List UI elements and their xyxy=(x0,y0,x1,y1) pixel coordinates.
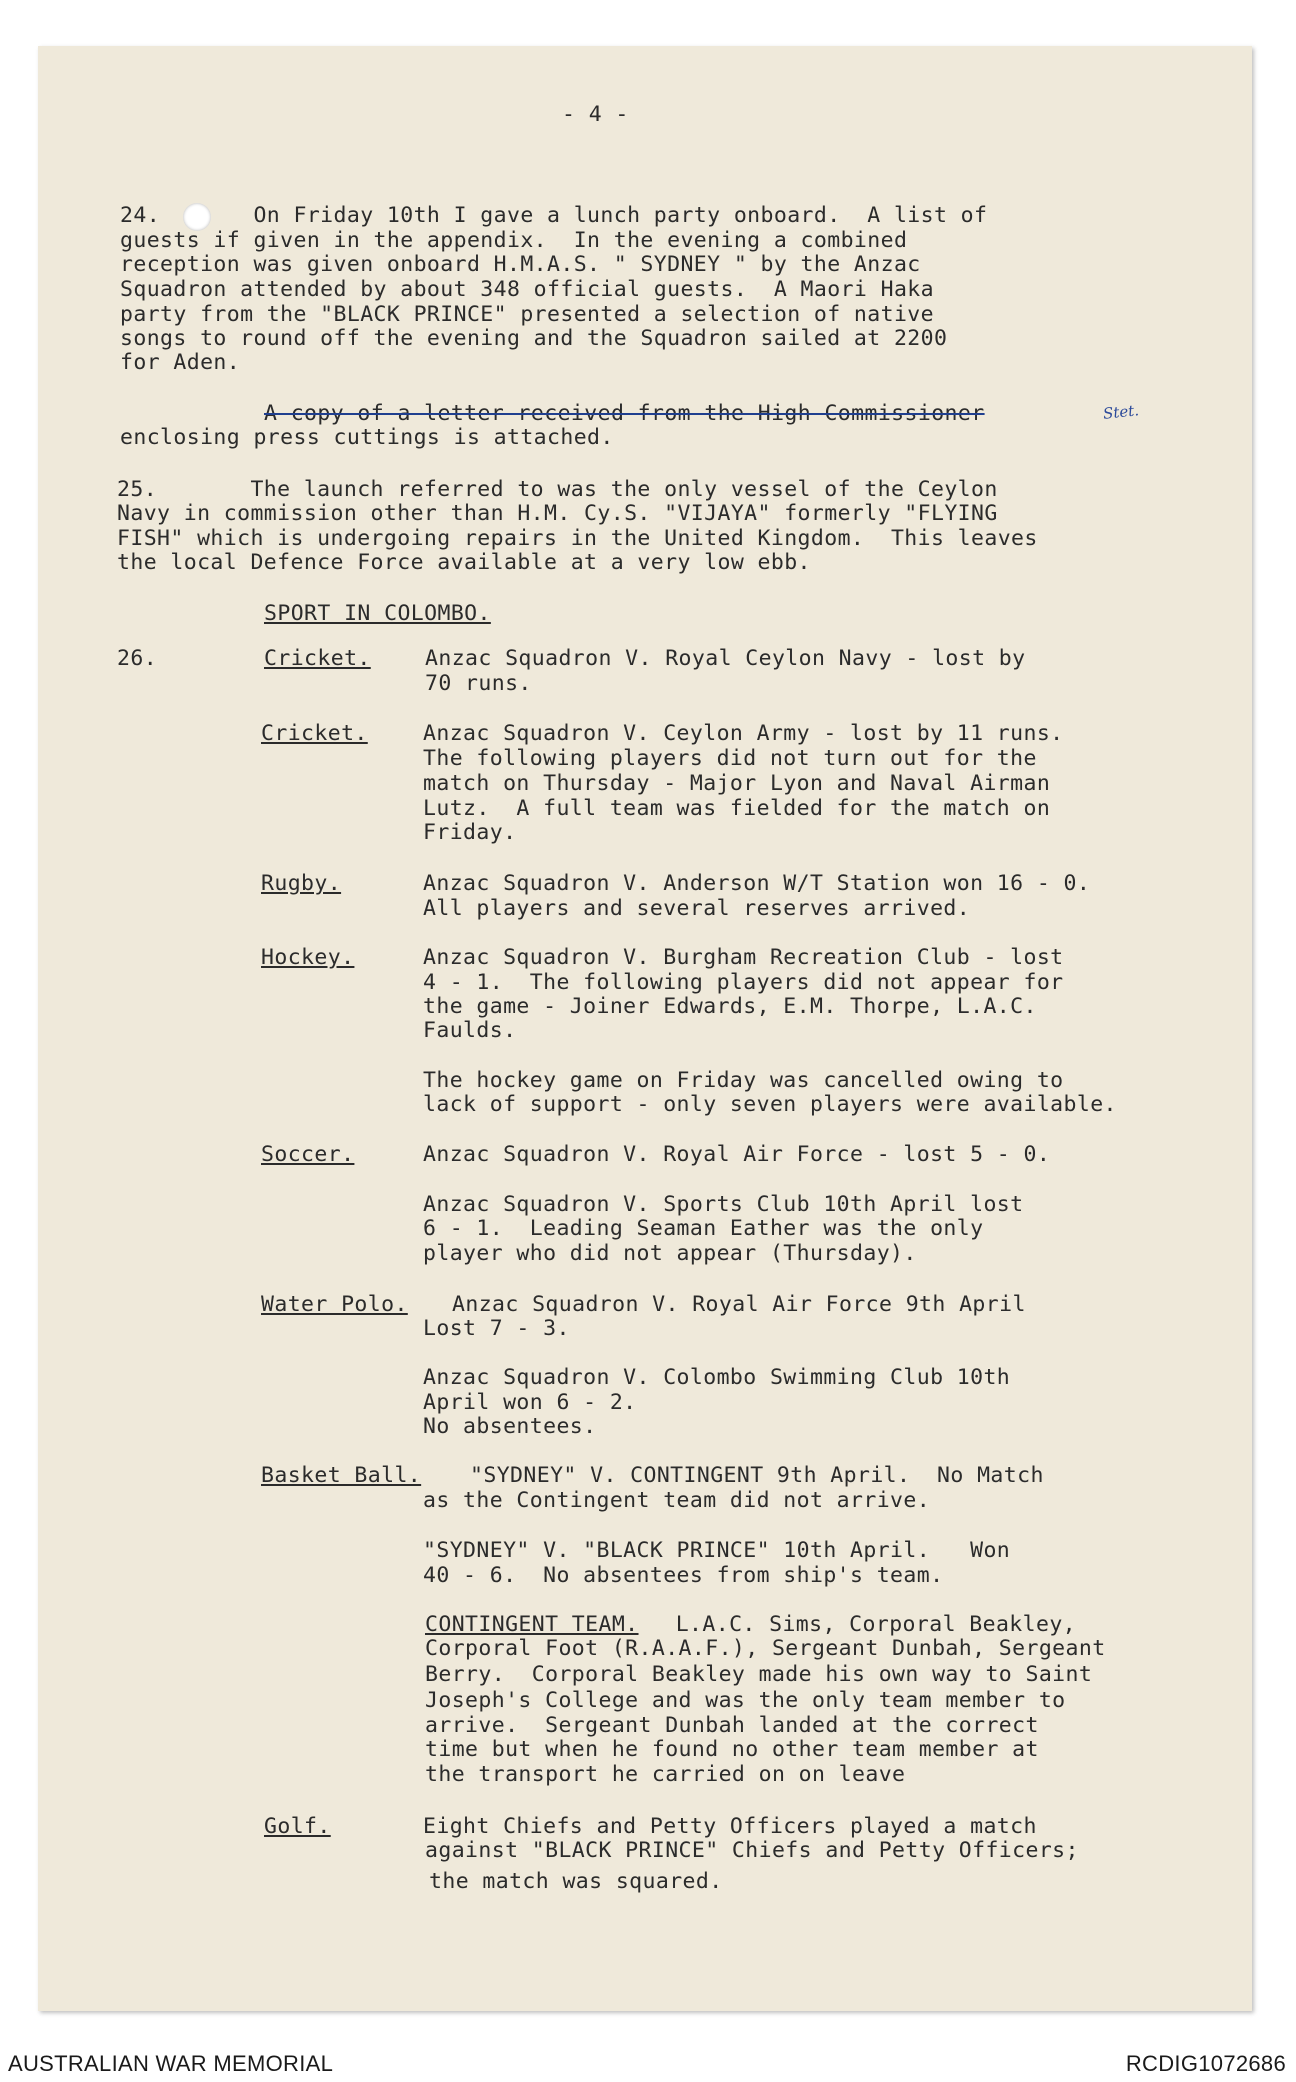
text-line: for Aden. xyxy=(120,350,241,375)
text-line: "SYDNEY" V. CONTINGENT 9th April. No Match xyxy=(470,1463,1044,1488)
text-line: 4 - 1. The following players did not appear for xyxy=(423,970,1064,995)
text-line: Corporal Foot (R.A.A.F.), Sergeant Dunbah, Sergeant xyxy=(425,1636,1106,1661)
text-line: The hockey game on Friday was cancelled owing to xyxy=(423,1068,1064,1093)
text-line: 25. The launch referred to was the only vessel of the Ceylon xyxy=(117,477,998,502)
text-line: Anzac Squadron V. Anderson W/T Station won 16 - 0. xyxy=(423,871,1091,896)
text-line: 70 runs. xyxy=(425,671,532,696)
sport-label: Hockey. xyxy=(261,945,355,970)
text-line: Navy in commission other than H.M. Cy.S. "VIJAYA" formerly "FLYING xyxy=(117,501,998,526)
text-line: songs to round off the evening and the Squadron sailed at 2200 xyxy=(120,326,948,351)
text-line: the local Defence Force available at a very low ebb. xyxy=(117,550,811,575)
text-line: Eight Chiefs and Petty Officers played a match xyxy=(423,1814,1037,1839)
text-line: Berry. Corporal Beakley made his own way to Saint xyxy=(425,1662,1093,1687)
text-line: Anzac Squadron V. Ceylon Army - lost by 11 runs. xyxy=(423,721,1064,746)
sport-label: Water Polo. xyxy=(261,1292,408,1317)
section-heading: SPORT IN COLOMBO. xyxy=(264,601,491,626)
text-line: party from the "BLACK PRINCE" presented a selection of native xyxy=(120,302,934,327)
text-line: "SYDNEY" V. "BLACK PRINCE" 10th April. Won xyxy=(423,1538,1011,1563)
sport-label: Basket Ball. xyxy=(261,1463,422,1488)
text-line: guests if given in the appendix. In the evening a combined xyxy=(120,228,908,253)
page-number: - 4 - xyxy=(562,102,629,127)
text-line: match on Thursday - Major Lyon and Naval Airman xyxy=(423,771,1051,796)
text-line: Lost 7 - 3. xyxy=(423,1316,570,1341)
footer-institution: AUSTRALIAN WAR MEMORIAL xyxy=(8,2051,334,2076)
text-line: All players and several reserves arrived. xyxy=(423,896,971,921)
text-line: Anzac Squadron V. Royal Air Force 9th April xyxy=(452,1292,1026,1317)
text-line: 6 - 1. Leading Seaman Eather was the only xyxy=(423,1216,984,1241)
text-line: against "BLACK PRINCE" Chiefs and Petty Officers; xyxy=(425,1838,1079,1863)
text-line: the game - Joiner Edwards, E.M. Thorpe, L.A.C. xyxy=(423,994,1037,1019)
sport-label: Cricket. xyxy=(264,646,371,671)
text-line: as the Contingent team did not arrive. xyxy=(423,1488,931,1513)
text-line: the transport he carried on on leave xyxy=(425,1762,906,1787)
text-line: time but when he found no other team member at xyxy=(425,1737,1039,1762)
text-line: L.A.C. Sims, Corporal Beakley, xyxy=(649,1612,1077,1637)
text-line: player who did not appear (Thursday). xyxy=(423,1241,917,1266)
text-line: Lutz. A full team was fielded for the match on xyxy=(423,796,1051,821)
sport-label: Rugby. xyxy=(261,871,342,896)
struck-text: A copy of a letter received from the High Commissioner xyxy=(264,401,985,426)
text-line: 40 - 6. No absentees from ship's team. xyxy=(423,1563,944,1588)
text-line: reception was given onboard H.M.A.S. " SYDNEY " by the Anzac xyxy=(120,252,921,277)
text-line: Faulds. xyxy=(423,1018,517,1043)
text-line: Anzac Squadron V. Burgham Recreation Club - lost xyxy=(423,945,1064,970)
footer-identifier: RCDIG1072686 xyxy=(1125,2051,1286,2076)
text-line: Joseph's College and was the only team member to xyxy=(425,1688,1066,1713)
text-line: No absentees. xyxy=(423,1414,597,1439)
handwritten-annotation: Stet. xyxy=(1102,401,1140,423)
text-line: Friday. xyxy=(423,820,517,845)
sport-label: CONTINGENT TEAM. xyxy=(425,1612,639,1637)
sport-label: Golf. xyxy=(264,1814,331,1839)
text-line: Anzac Squadron V. Royal Air Force - lost 5 - 0. xyxy=(423,1142,1051,1167)
text-line: Squadron attended by about 348 official guests. A Maori Haka xyxy=(120,277,934,302)
text-line: enclosing press cuttings is attached. xyxy=(120,425,614,450)
text-line: arrive. Sergeant Dunbah landed at the correct xyxy=(425,1713,1039,1738)
text-line: Anzac Squadron V. Sports Club 10th April lost xyxy=(423,1192,1024,1217)
text-line: The following players did not turn out for the xyxy=(423,746,1037,771)
text-line: FISH" which is undergoing repairs in the United Kingdom. This leaves xyxy=(117,526,1038,551)
text-line: lack of support - only seven players were available. xyxy=(423,1092,1117,1117)
sport-label: Soccer. xyxy=(261,1142,355,1167)
text-line: 24. On Friday 10th I gave a lunch party onboard. A list of xyxy=(120,203,988,228)
text-line: Anzac Squadron V. Royal Ceylon Navy - lost by xyxy=(425,646,1026,671)
text-line: the match was squared. xyxy=(429,1869,723,1894)
text-line: Anzac Squadron V. Colombo Swimming Club 10th xyxy=(423,1365,1011,1390)
paragraph-number: 26. xyxy=(117,646,158,671)
sport-label: Cricket. xyxy=(261,721,368,746)
text-line: April won 6 - 2. xyxy=(423,1390,637,1415)
